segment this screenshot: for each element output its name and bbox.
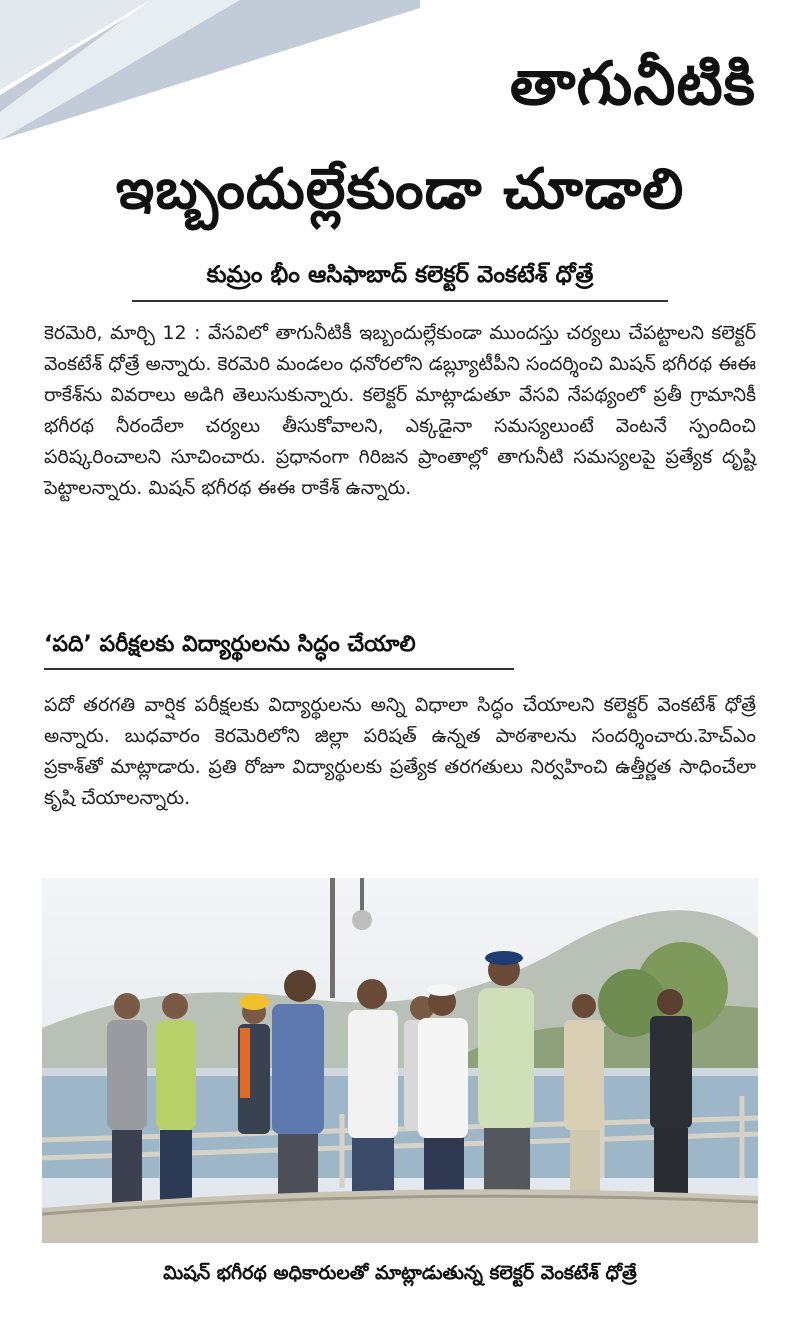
byline-underline [132, 300, 668, 302]
headline-line-2: ఇబ్బందుల్లేకుండా చూడాలి [115, 157, 685, 222]
subheading: ‘పది’ పరీక్షలకు విద్యార్థులను సిద్ధం చేయాలి [44, 632, 416, 657]
article-paragraph-1: కెరమెరి, మార్చి 12 : వేసవిలో తాగునీటికీ ఇబ్బందుల్లేకుండా ముందస్తు చర్యలు చేపట్టాలని కలెక్టర్ వెంకటేశ్ ధోత్రే అన్నారు. కెరమెరి మండలం ధనోరలోని డబ్ల్యూటీపీని సందర్శించి మిషన్ భగీరథ ఈఈ రాకేశ్‌ను వివరాలు అడిగి తెలుసుకున్నారు. కలెక్టర్ మాట్లాడుతూ వేసవి నేపథ్యంలో ప్రతీ గ్రామానికీ భగీరథ నీరందేలా చర్యలు తీసుకోవాలని, ఎక్కడైనా సమస్యలుంటే వెంటనే స్పందించి పరిష్కరించాలని సూచించారు. ప్రధానంగా గిరిజన ప్రాంతాల్లో తాగునీటి సమస్యలపై ప్రత్యేక దృష్టి పెట్టాలన్నారు. మిషన్ భగీరథ ఈఈ రాకేశ్ ఉన్నారు. [44, 322, 756, 499]
photo-illustration [42, 878, 758, 1243]
headline-line-1: తాగునీటికి [509, 49, 756, 119]
photo-caption: మిషన్ భగీరథ అధికారులతో మాట్లాడుతున్న కలెక్టర్ వెంకటేశ్ ధోత్రే [163, 1262, 637, 1284]
news-photo [42, 878, 758, 1243]
article-paragraph-2: పదో తరగతి వార్షిక పరీక్షలకు విద్యార్థులను అన్ని విధాలా సిద్ధం చేయాలని కలెక్టర్ వెంకటేశ్ ధోత్రే అన్నారు. బుధవారం కెరమెరిలోని జిల్లా పరిషత్ ఉన్నత పాఠశాలను సందర్శించారు.హెచ్ఎం ప్రకాశ్‌తో మాట్లాడారు. ప్రతి రోజూ విద్యార్థులకు ప్రత్యేక తరగతులు నిర్వహించి ఉత్తీర్ణత సాధించేలా కృషి చేయాలన్నారు. [44, 694, 756, 809]
subheading-underline [44, 668, 514, 670]
byline: కుమ్రం భీం ఆసిఫాబాద్ కలెక్టర్ వెంకటేశ్ ధోత్రే [206, 262, 594, 288]
